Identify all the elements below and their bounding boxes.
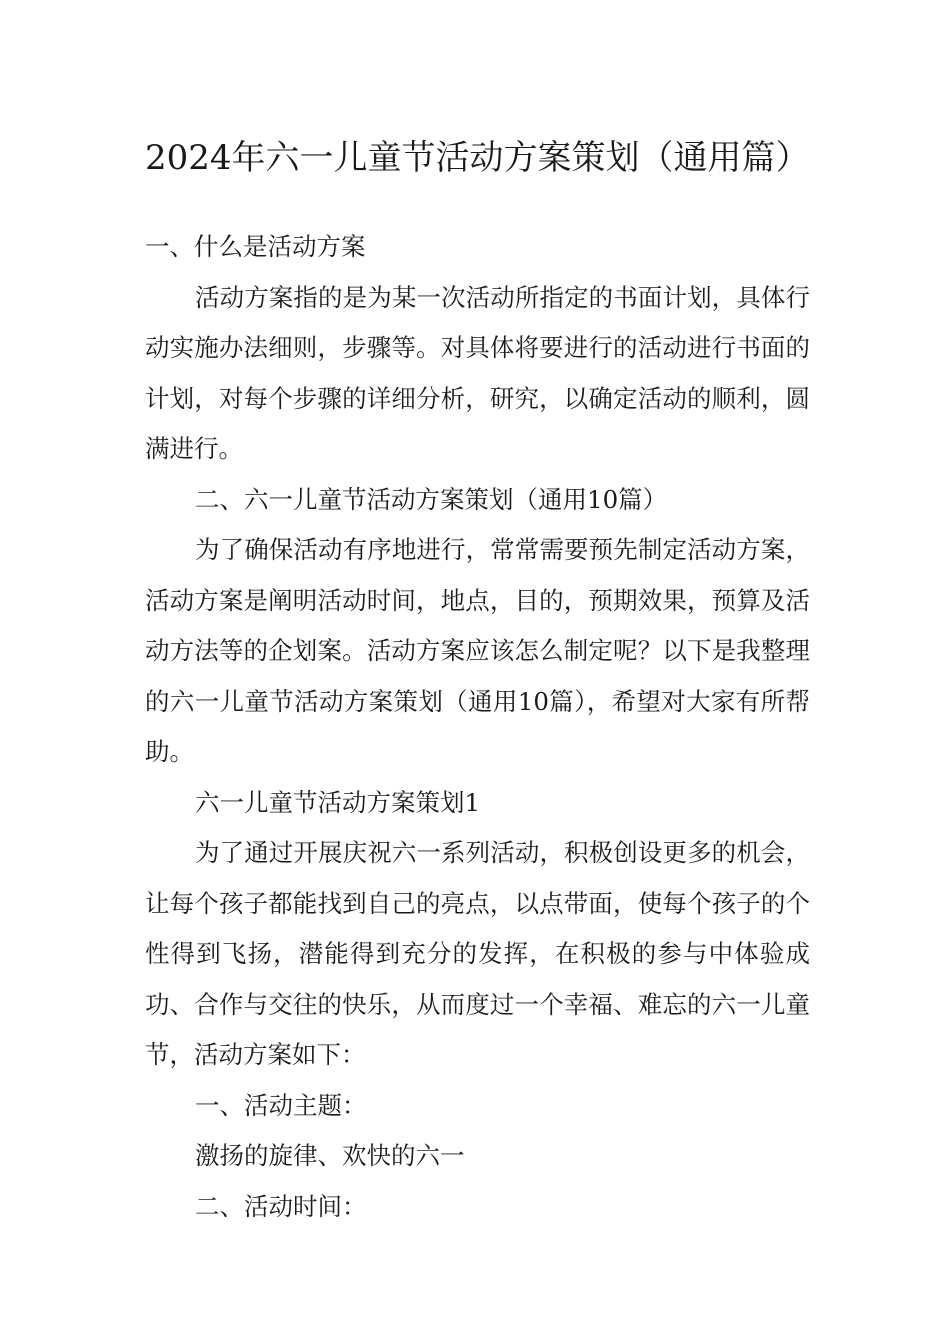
document-body (145, 222, 810, 1232)
heading-activity-theme: 一、活动主题： (195, 1090, 367, 1120)
paragraph-definition: 活动方案指的是为某一次活动所指定的书面计划，具体行动实施办法细则，步骤等。对具体将要进行的活动进行书面的计划，对每个步骤的详细分析，研究，以确定活动的顺利，圆满进行。 (145, 282, 810, 463)
heading-plan-1: 六一儿童节活动方案策划1 (195, 787, 481, 817)
heading-plan-collection: 二、六一儿童节活动方案策划（通用10篇） (195, 484, 668, 514)
paragraph-activity-theme: 激扬的旋律、欢快的六一 (195, 1141, 465, 1170)
paragraph-intro: 为了确保活动有序地进行，常常需要预先制定活动方案，活动方案是阐明活动时间，地点，目的，预期效果，预算及活动方法等的企划案。活动方案应该怎么制定呢？以下是我整理的六一儿童节活动方案策划（通用10篇），希望对大家有所帮助。 (145, 535, 810, 766)
heading-what-is-plan: 一、什么是活动方案 (145, 232, 366, 261)
document-title: 2024年六一儿童节活动方案策划（通用篇） (145, 138, 810, 178)
heading-activity-time: 二、活动时间： (195, 1191, 367, 1221)
paragraph-plan-1-purpose: 为了通过开展庆祝六一系列活动，积极创设更多的机会，让每个孩子都能找到自己的亮点，以点带面，使每个孩子的个性得到飞扬，潜能得到充分的发挥，在积极的参与中体验成功、合作与交往的快乐，从而度过一个幸福、难忘的六一儿童节，活动方案如下： (145, 838, 810, 1069)
